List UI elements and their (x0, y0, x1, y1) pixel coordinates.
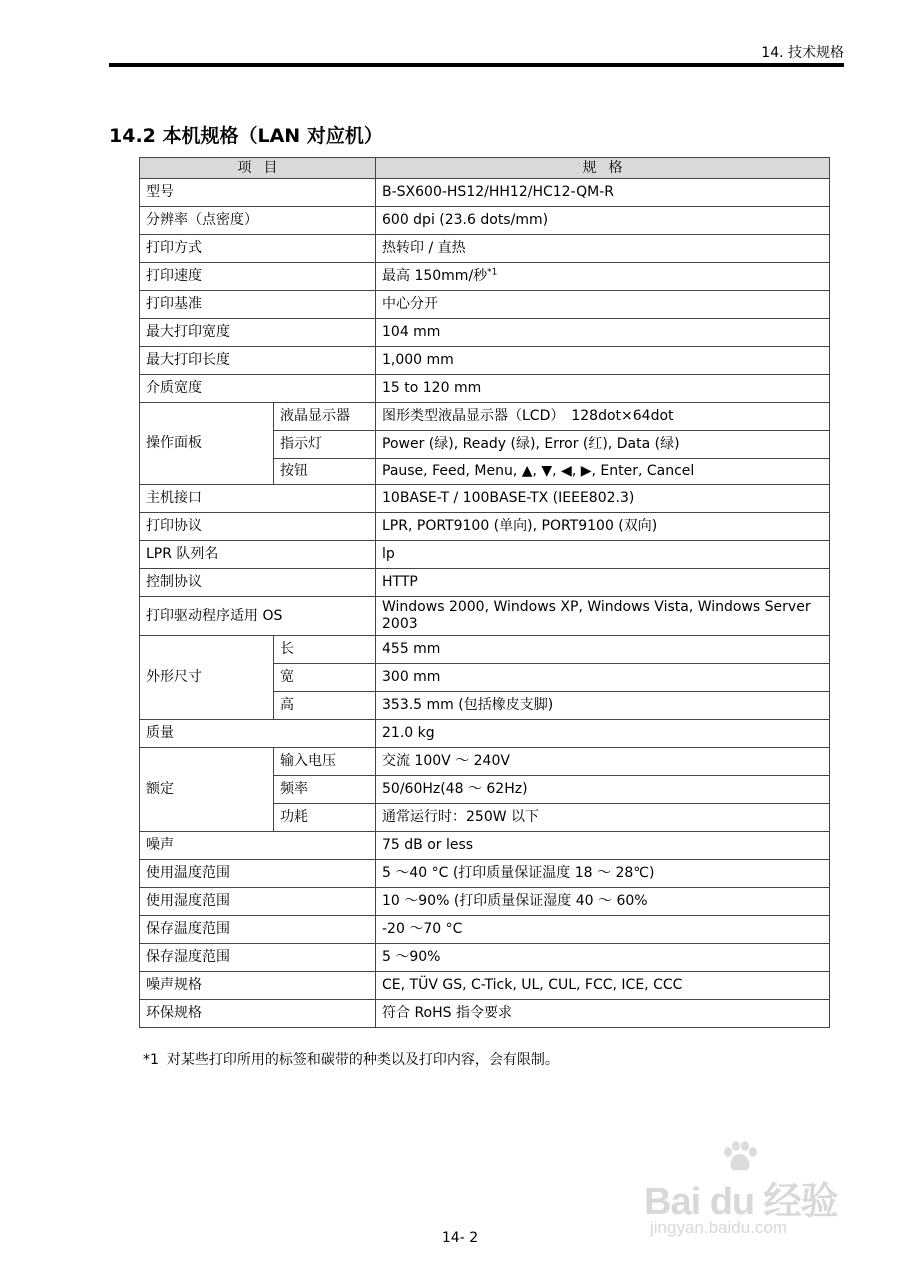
table-row (140, 207, 830, 235)
table-row (140, 263, 830, 291)
footnote (143, 1049, 559, 1069)
row-label: 噪声规格 (140, 972, 376, 1000)
table-row (140, 291, 830, 319)
row-value: 图形类型液晶显示器（LCD） 128dot×64dot (376, 403, 830, 431)
row-label: 最大打印宽度 (140, 319, 376, 347)
sub-label: 宽 (274, 664, 376, 692)
row-value: 104 mm (376, 319, 830, 347)
row-label: 保存湿度范围 (140, 944, 376, 972)
row-label: 使用湿度范围 (140, 888, 376, 916)
row-value: 热转印 / 直热 (376, 235, 830, 263)
sub-label: 按钮 (274, 459, 376, 485)
row-value: Pause, Feed, Menu, ▲, ▼, ◀, ▶, Enter, Cancel (376, 459, 830, 485)
table-row (140, 944, 830, 972)
row-value: 455 mm (376, 636, 830, 664)
table-row (140, 597, 830, 636)
table-header-row (140, 158, 830, 179)
row-value: 交流 100V ～ 240V (376, 748, 830, 776)
header-spec: 规格 (376, 158, 830, 179)
row-value: 通常运行时：250W 以下 (376, 804, 830, 832)
table-row (140, 1000, 830, 1028)
table-row (140, 319, 830, 347)
row-label: 主机接口 (140, 485, 376, 513)
baidu-watermark (636, 1140, 846, 1240)
paw-icon (720, 1140, 760, 1174)
sub-label: 指示灯 (274, 431, 376, 459)
row-value: HTTP (376, 569, 830, 597)
table-row (140, 832, 830, 860)
footnote-text: 对某些打印所用的标签和碳带的种类以及打印内容，会有限制。 (166, 1052, 559, 1068)
table-row (140, 179, 830, 207)
spec-table (139, 157, 830, 1028)
row-label: 质量 (140, 720, 376, 748)
row-value: Power (绿), Ready (绿), Error (红), Data (绿) (376, 431, 830, 459)
row-label: 保存温度范围 (140, 916, 376, 944)
row-value: 10BASE-T / 100BASE-TX (IEEE802.3) (376, 485, 830, 513)
table-row (140, 972, 830, 1000)
table-row (140, 513, 830, 541)
header-rule (109, 63, 844, 67)
sub-label: 频率 (274, 776, 376, 804)
row-value: 300 mm (376, 664, 830, 692)
table-row (140, 888, 830, 916)
row-value: 符合 RoHS 指令要求 (376, 1000, 830, 1028)
row-label: 打印协议 (140, 513, 376, 541)
footnote-ref: *1 (487, 267, 498, 278)
table-row (140, 860, 830, 888)
row-value: CE, TÜV GS, C-Tick, UL, CUL, FCC, ICE, CCC (376, 972, 830, 1000)
table-row (140, 375, 830, 403)
row-label: 打印方式 (140, 235, 376, 263)
row-value: 1,000 mm (376, 347, 830, 375)
sub-label: 输入电压 (274, 748, 376, 776)
row-value: 21.0 kg (376, 720, 830, 748)
row-value: LPR, PORT9100 (单向), PORT9100 (双向) (376, 513, 830, 541)
row-value: 353.5 mm (包括橡皮支脚) (376, 692, 830, 720)
table-row (140, 403, 830, 431)
table-row (140, 347, 830, 375)
row-label: 噪声 (140, 832, 376, 860)
sub-label: 高 (274, 692, 376, 720)
row-label: 打印基准 (140, 291, 376, 319)
row-label: 打印速度 (140, 263, 376, 291)
running-header: 14. 技术规格 (761, 45, 844, 61)
row-label: 打印驱动程序适用 OS (140, 597, 376, 636)
table-row (140, 569, 830, 597)
footnote-mark: *1 (143, 1052, 159, 1068)
table-row (140, 485, 830, 513)
sub-label: 长 (274, 636, 376, 664)
row-value: -20 ～70 °C (376, 916, 830, 944)
group-label: 外形尺寸 (140, 636, 274, 720)
table-row (140, 636, 830, 664)
row-label: 最大打印长度 (140, 347, 376, 375)
row-label: LPR 队列名 (140, 541, 376, 569)
speed-value: 最高 150mm/秒 (382, 268, 488, 284)
row-value: 5 ～90% (376, 944, 830, 972)
row-value: 600 dpi (23.6 dots/mm) (376, 207, 830, 235)
table-row (140, 916, 830, 944)
header-item: 项目 (140, 158, 376, 179)
row-value: 5 ～40 °C (打印质量保证温度 18 ～ 28℃) (376, 860, 830, 888)
group-label: 操作面板 (140, 403, 274, 485)
group-label: 额定 (140, 748, 274, 832)
table-row (140, 541, 830, 569)
row-label: 介质宽度 (140, 375, 376, 403)
watermark-url: jingyan.baidu.com (650, 1218, 788, 1237)
page-number: 14- 2 (441, 1230, 479, 1246)
table-row (140, 748, 830, 776)
table-row (140, 720, 830, 748)
row-value: 中心分开 (376, 291, 830, 319)
table-row (140, 235, 830, 263)
row-value: lp (376, 541, 830, 569)
row-value: Windows 2000, Windows XP, Windows Vista, Windows Server 2003 (376, 597, 830, 636)
row-value: 15 to 120 mm (376, 375, 830, 403)
row-label: 型号 (140, 179, 376, 207)
sub-label: 液晶显示器 (274, 403, 376, 431)
row-label: 控制协议 (140, 569, 376, 597)
row-value: 75 dB or less (376, 832, 830, 860)
row-label: 分辨率（点密度） (140, 207, 376, 235)
row-value (376, 263, 830, 291)
sub-label: 功耗 (274, 804, 376, 832)
row-label: 使用温度范围 (140, 860, 376, 888)
row-value: 10 ～90% (打印质量保证湿度 40 ～ 60% (376, 888, 830, 916)
row-value: B-SX600-HS12/HH12/HC12-QM-R (376, 179, 830, 207)
watermark-brand: Bai du 经验 (644, 1181, 838, 1223)
row-value: 50/60Hz(48 ～ 62Hz) (376, 776, 830, 804)
section-title: 14.2 本机规格（LAN 对应机） (109, 125, 383, 147)
row-label: 环保规格 (140, 1000, 376, 1028)
